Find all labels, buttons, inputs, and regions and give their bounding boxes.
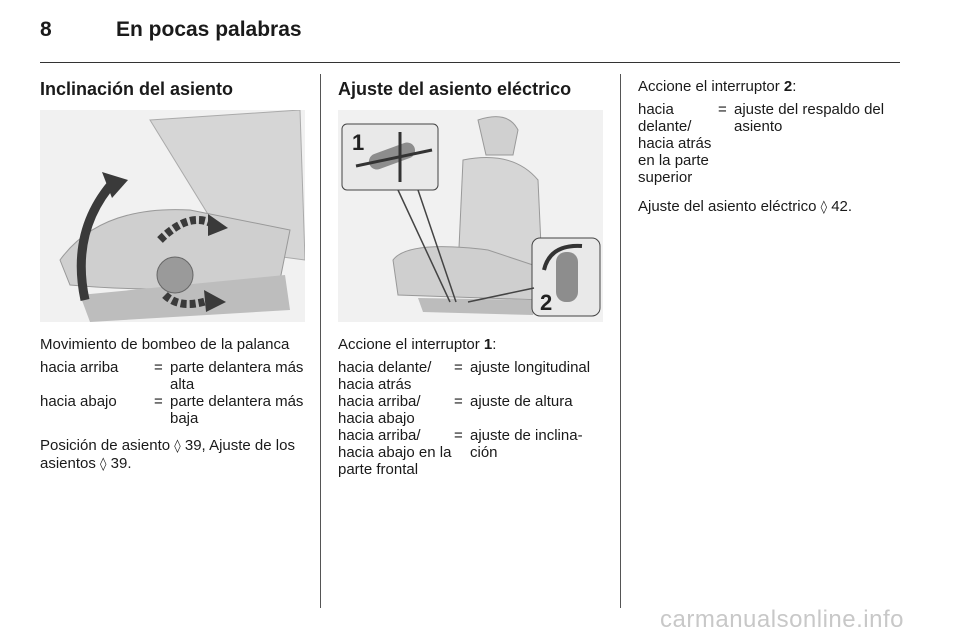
- row-key: hacia abajo: [40, 393, 117, 410]
- header-rule: [40, 62, 900, 63]
- intro-switch-number: 2: [783, 78, 793, 95]
- table-row: [338, 393, 603, 427]
- table-row: [638, 101, 900, 186]
- cross-reference: [638, 198, 900, 216]
- ref-text: Ajuste del asiento eléctrico: [638, 198, 817, 215]
- switch-1-table: [338, 359, 603, 478]
- ref-text: Posición de asiento: [40, 437, 171, 454]
- column-backrest: [638, 74, 900, 216]
- intro-text: Accione el interruptor: [338, 336, 480, 353]
- row-value: ajuste de inclina- ción: [470, 427, 583, 461]
- tilt-table: [40, 359, 305, 427]
- figure-caption: Movimiento de bombeo de la palanca: [40, 336, 290, 353]
- row-value: parte delantera más baja: [170, 393, 304, 427]
- figure-seat-tilt: [40, 110, 305, 322]
- lever-knob: [157, 257, 193, 293]
- ref-link[interactable]: 39, Ajuste de los asientos: [40, 437, 295, 472]
- section-heading-electric: Ajuste del asiento eléctrico: [338, 79, 572, 99]
- row-value: ajuste del respaldo del asiento: [734, 101, 885, 135]
- page-header: [40, 18, 302, 42]
- row-value: ajuste de altura: [470, 393, 573, 410]
- row-eq: =: [454, 427, 463, 444]
- page-number: 8: [40, 18, 52, 41]
- intro-colon: :: [792, 78, 797, 95]
- row-eq: =: [454, 393, 463, 410]
- row-key: hacia delante/ hacia atrás en la parte superior: [638, 101, 712, 186]
- page-ref-icon: ◊: [100, 457, 107, 472]
- intro-text: Accione el interruptor: [638, 78, 780, 95]
- row-key: hacia arriba: [40, 359, 119, 376]
- row-eq: =: [154, 393, 163, 410]
- row-value: ajuste longitudinal: [470, 359, 591, 376]
- ref-link[interactable]: 39.: [110, 455, 132, 472]
- page-ref-icon: ◊: [174, 439, 181, 454]
- table-row: [40, 393, 305, 427]
- row-key: hacia delante/ hacia atrás: [338, 359, 432, 393]
- intro-colon: :: [492, 336, 497, 353]
- row-eq: =: [154, 359, 163, 376]
- intro-switch-number: 1: [483, 336, 493, 353]
- section-heading-tilt: Inclinación del asiento: [40, 79, 234, 99]
- switch-2-shape: [556, 252, 578, 302]
- callout-label-1: 1: [352, 130, 365, 155]
- row-eq: =: [718, 101, 727, 118]
- seat-tilt-illustration: [40, 110, 305, 322]
- cross-reference: [40, 437, 305, 473]
- figure-electric-seat: [338, 110, 603, 322]
- switch-2-intro: [638, 78, 900, 95]
- column-divider-1: [320, 74, 321, 608]
- table-row: [338, 427, 603, 478]
- switch-1-intro: [338, 336, 603, 353]
- column-divider-2: [620, 74, 621, 608]
- row-value: parte delantera más alta: [170, 359, 304, 393]
- ref-link[interactable]: 42.: [831, 198, 853, 215]
- page-ref-icon: ◊: [820, 200, 828, 215]
- callout-label-2: 2: [540, 290, 553, 315]
- column-seat-tilt: [40, 74, 305, 473]
- switch-2-table: [638, 101, 900, 186]
- electric-seat-illustration: [338, 110, 603, 322]
- page-title: En pocas palabras: [116, 18, 302, 41]
- row-key: hacia arriba/ hacia abajo en la parte frontal: [338, 427, 452, 478]
- row-eq: =: [454, 359, 463, 376]
- row-key: hacia arriba/ hacia abajo: [338, 393, 421, 427]
- headrest-shape: [478, 117, 518, 155]
- table-row: [40, 359, 305, 393]
- column-electric-seat: [338, 74, 603, 478]
- watermark: carmanualsonline.info: [660, 606, 904, 633]
- table-row: [338, 359, 603, 393]
